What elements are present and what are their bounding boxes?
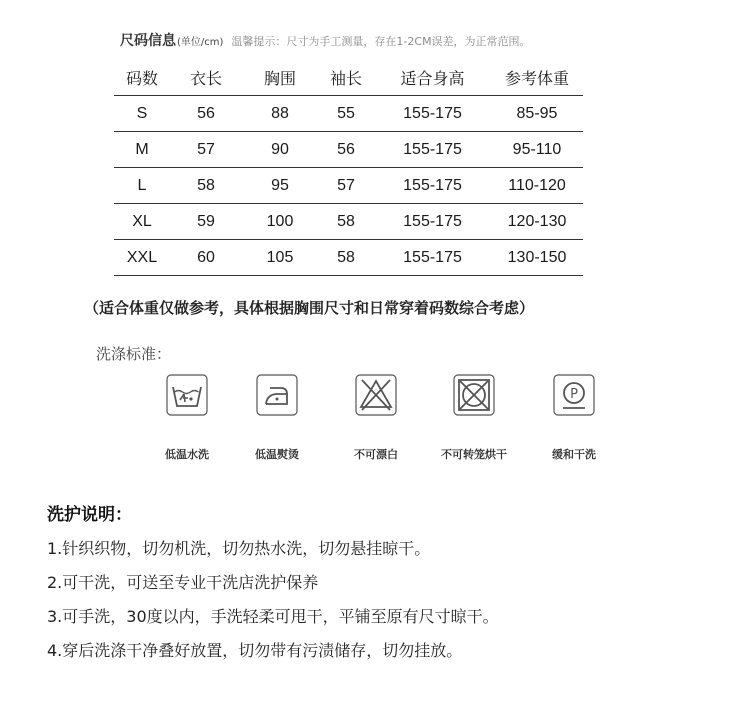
col-height: 适合身高 (374, 60, 491, 96)
table-cell: 56 (318, 132, 374, 168)
table-cell: 155-175 (374, 168, 491, 204)
table-cell: 58 (318, 204, 374, 240)
table-cell: XL (114, 204, 170, 240)
col-size: 码数 (114, 60, 170, 96)
low-temp-iron-label: 低温熨烫 (255, 448, 299, 461)
table-cell: 105 (242, 240, 318, 276)
table-cell: 55 (318, 96, 374, 132)
no-bleach-label: 不可漂白 (354, 448, 398, 461)
table-cell: M (114, 132, 170, 168)
gentle-dry-clean-label: 缓和干洗 (552, 448, 596, 461)
size-info-header (120, 30, 531, 50)
no-tumble-dry-icon (453, 374, 495, 416)
size-table-header (114, 60, 583, 96)
col-weight: 参考体重 (491, 60, 583, 96)
care-line: 1.针织织物，切勿机洗，切勿热水洗，切勿悬挂晾干。 (47, 539, 431, 558)
table-cell: 85-95 (491, 96, 583, 132)
svg-text:P: P (570, 387, 578, 402)
table-cell: L (114, 168, 170, 204)
no-tumble-dry-label: 不可转笼烘干 (441, 448, 507, 461)
table-cell: 58 (170, 168, 242, 204)
table-cell: 110-120 (491, 168, 583, 204)
table-cell: 155-175 (374, 96, 491, 132)
size-info-title: 尺码信息 (120, 33, 176, 49)
size-unit: (单位/cm) (177, 37, 224, 48)
table-cell: 95 (242, 168, 318, 204)
table-cell: 59 (170, 204, 242, 240)
table-cell: 95-110 (491, 132, 583, 168)
table-cell: 155-175 (374, 132, 491, 168)
table-cell: 88 (242, 96, 318, 132)
table-row (114, 204, 583, 240)
table-cell: XXL (114, 240, 170, 276)
measurement-note: 温馨提示：尺寸为手工测量，存在1-2CM误差，为正常范围。 (231, 35, 531, 48)
wash-standard-title: 洗涤标准： (96, 345, 172, 363)
care-line: 4.穿后洗涤干净叠好放置，切勿带有污渍储存，切勿挂放。 (47, 641, 463, 660)
col-sleeve: 袖长 (318, 60, 374, 96)
low-temp-wash-label: 低温水洗 (165, 448, 209, 461)
low-temp-iron-icon (256, 374, 298, 416)
table-cell: 57 (318, 168, 374, 204)
care-line: 2.可干洗，可送至专业干洗店洗护保养 (47, 573, 319, 592)
care-instructions-title: 洗护说明： (47, 505, 132, 525)
weight-reference-note: （适合体重仅做参考，具体根据胸围尺寸和日常穿着码数综合考虑） (84, 299, 535, 317)
table-cell: 58 (318, 240, 374, 276)
size-table (114, 60, 583, 276)
no-bleach-icon (355, 374, 397, 416)
table-row (114, 168, 583, 204)
col-length: 衣长 (170, 60, 242, 96)
table-cell: 60 (170, 240, 242, 276)
table-cell: 130-150 (491, 240, 583, 276)
gentle-dry-clean-icon (553, 374, 595, 416)
table-cell: 155-175 (374, 204, 491, 240)
table-row (114, 96, 583, 132)
table-cell: 56 (170, 96, 242, 132)
col-chest: 胸围 (242, 60, 318, 96)
table-cell: 90 (242, 132, 318, 168)
table-row (114, 132, 583, 168)
care-line: 3.可手洗，30度以内，手洗轻柔可甩干，平铺至原有尺寸晾干。 (47, 607, 499, 626)
table-cell: S (114, 96, 170, 132)
table-cell: 100 (242, 204, 318, 240)
table-cell: 57 (170, 132, 242, 168)
table-cell: 155-175 (374, 240, 491, 276)
table-row (114, 240, 583, 276)
low-temp-wash-icon (166, 374, 208, 416)
table-cell: 120-130 (491, 204, 583, 240)
